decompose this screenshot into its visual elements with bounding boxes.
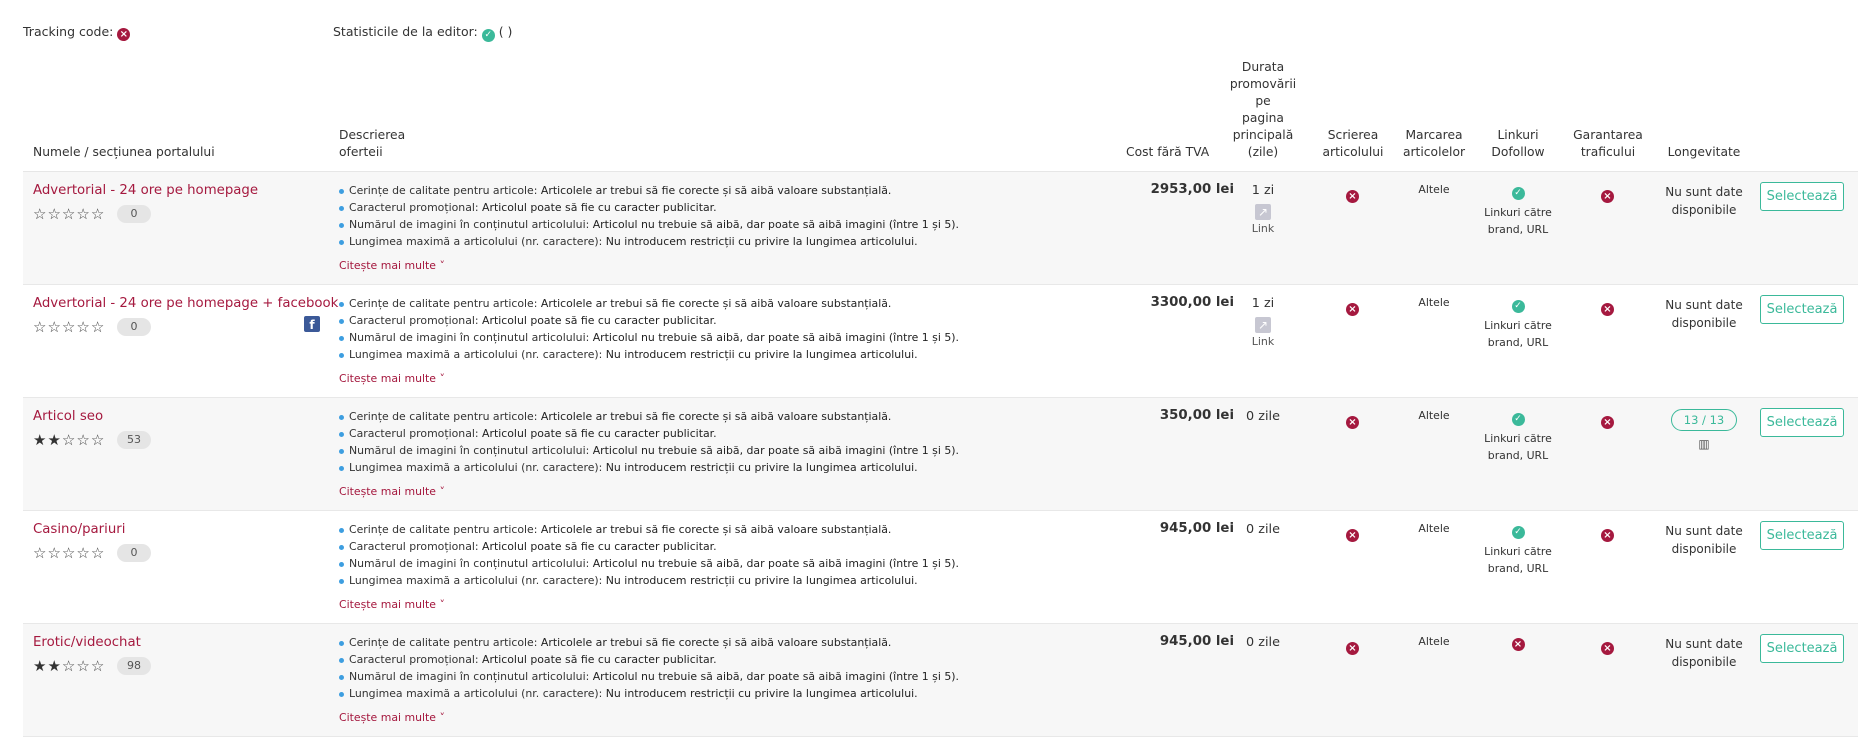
rating-stars	[33, 431, 105, 449]
writing-status	[1346, 522, 1359, 542]
marking-value: Altele	[1418, 409, 1450, 422]
description-value: Articolele ar trebui să fie corecte și să aibă valoare substanțială.	[540, 184, 892, 197]
duration-value: 1 zi	[1251, 183, 1275, 198]
error-icon: ×	[1346, 642, 1359, 655]
star-empty-icon: ☆	[76, 431, 91, 449]
offer-description	[339, 295, 1139, 363]
select-button[interactable]: Selectează	[1760, 634, 1844, 663]
star-empty-icon: ☆	[47, 544, 62, 562]
table-row	[23, 398, 1858, 511]
marking-value: Altele	[1418, 635, 1450, 648]
duration-value: 0 zile	[1246, 522, 1280, 537]
description-quality	[339, 295, 1139, 312]
description-label: Lungimea maximă a articolului (nr. caractere):	[349, 348, 606, 361]
error-icon: ×	[117, 28, 130, 41]
description-value: Articolul poate să fie cu caracter publicitar.	[482, 540, 717, 553]
dofollow-status	[1463, 634, 1573, 655]
offer-description	[339, 408, 1139, 476]
dofollow-status	[1463, 408, 1573, 464]
description-label: Cerințe de calitate pentru articole:	[349, 523, 541, 536]
dofollow-status	[1463, 295, 1573, 351]
error-icon: ×	[1601, 416, 1614, 429]
cost-value: 2953,00 lei	[1150, 182, 1234, 197]
description-label: Caracterul promoțional:	[349, 314, 483, 327]
description-label: Caracterul promoțional:	[349, 201, 483, 214]
check-icon: ✓	[1512, 526, 1525, 539]
cost-value: 3300,00 lei	[1150, 295, 1234, 310]
duration-cell	[1218, 296, 1308, 348]
dofollow-text: Linkuri către brand, URL	[1484, 319, 1552, 349]
star-empty-icon: ☆	[47, 318, 62, 336]
marking-value: Altele	[1418, 296, 1450, 309]
external-link-icon[interactable]: ↗	[1255, 317, 1271, 333]
star-empty-icon: ☆	[76, 544, 91, 562]
description-label: Numărul de imagini în conținutul articolului:	[349, 218, 593, 231]
read-more-label[interactable]: Citește mai multe	[339, 485, 436, 498]
offer-description	[339, 182, 1139, 250]
writing-status	[1346, 635, 1359, 655]
star-empty-icon: ☆	[61, 657, 77, 675]
review-count-badge: 0	[117, 544, 151, 562]
rating-stars	[33, 544, 105, 562]
traffic-status	[1601, 183, 1614, 203]
description-quality	[339, 521, 1139, 538]
star-empty-icon: ☆	[90, 318, 106, 336]
header-duration: Durata promovării pe pagina principală (zile)	[1229, 60, 1297, 159]
description-value: Articolul poate să fie cu caracter publicitar.	[482, 201, 717, 214]
portal-section-name[interactable]: Advertorial - 24 ore pe homepage	[33, 183, 259, 198]
description-images	[339, 329, 1139, 346]
duration-value: 1 zi	[1251, 296, 1275, 311]
table-header	[23, 52, 1858, 172]
star-empty-icon: ☆	[76, 205, 91, 223]
longevity-no-data: Nu sunt date disponibile	[1665, 524, 1743, 556]
review-count-badge: 0	[117, 318, 151, 336]
star-filled-icon: ★	[47, 657, 62, 675]
error-icon: ×	[1601, 303, 1614, 316]
longevity-no-data: Nu sunt date disponibile	[1665, 298, 1743, 330]
dofollow-status	[1463, 182, 1573, 238]
star-empty-icon: ☆	[61, 431, 77, 449]
error-icon: ×	[1346, 529, 1359, 542]
error-icon: ×	[1346, 303, 1359, 316]
description-length	[339, 459, 1139, 476]
longevity-cell	[1651, 522, 1757, 558]
description-images	[339, 442, 1139, 459]
description-value: Nu introducem restricții cu privire la lungimea articolului.	[605, 461, 918, 474]
description-value: Articolele ar trebui să fie corecte și să aibă valoare substanțială.	[540, 636, 892, 649]
select-button[interactable]: Selectează	[1760, 521, 1844, 550]
check-icon: ✓	[1512, 187, 1525, 200]
description-label: Lungimea maximă a articolului (nr. caractere):	[349, 687, 606, 700]
description-images	[339, 216, 1139, 233]
bar-chart-icon[interactable]: ▥	[1698, 437, 1710, 451]
description-value: Articolul poate să fie cu caracter publicitar.	[482, 314, 717, 327]
description-length	[339, 685, 1139, 702]
read-more-link[interactable]	[339, 711, 445, 724]
header-cost: Cost fără TVA	[1126, 145, 1210, 159]
star-empty-icon: ☆	[90, 657, 106, 675]
longevity-badge[interactable]: 13 / 13	[1671, 409, 1737, 431]
writing-status	[1346, 296, 1359, 316]
cost-value: 350,00 lei	[1159, 408, 1234, 423]
star-filled-icon: ★	[33, 431, 48, 449]
review-count-badge: 98	[117, 657, 151, 675]
editor-stats-extra: ( )	[498, 24, 513, 39]
description-label: Cerințe de calitate pentru articole:	[349, 297, 541, 310]
description-length	[339, 233, 1139, 250]
header-writing: Scrierea articolului	[1322, 128, 1384, 159]
longevity-cell	[1651, 296, 1757, 332]
check-icon: ✓	[1512, 413, 1525, 426]
description-label: Caracterul promoțional:	[349, 540, 483, 553]
duration-value: 0 zile	[1246, 409, 1280, 424]
marking-value: Altele	[1418, 522, 1450, 535]
traffic-status	[1601, 409, 1614, 429]
rating-stars	[33, 657, 105, 675]
read-more-link[interactable]	[339, 485, 445, 498]
tracking-code-status	[23, 24, 130, 41]
star-filled-icon: ★	[33, 657, 48, 675]
dofollow-status	[1463, 521, 1573, 577]
description-promotional	[339, 312, 1139, 329]
header-description: Descrierea oferteii	[339, 128, 406, 159]
review-count-badge: 53	[117, 431, 151, 449]
description-value: Nu introducem restricții cu privire la lungimea articolului.	[605, 235, 918, 248]
description-quality	[339, 408, 1139, 425]
star-empty-icon: ☆	[61, 318, 77, 336]
longevity-no-data: Nu sunt date disponibile	[1665, 637, 1743, 669]
offers-table	[23, 52, 1858, 737]
description-value: Articolul nu trebuie să aibă, dar poate să aibă imagini (între 1 și 5).	[592, 557, 959, 570]
duration-value: 0 zile	[1246, 635, 1280, 650]
description-label: Cerințe de calitate pentru articole:	[349, 184, 541, 197]
description-label: Numărul de imagini în conținutul articolului:	[349, 557, 593, 570]
editor-stats-label: Statisticile de la editor:	[333, 24, 478, 39]
header-traffic: Garantarea traficului	[1573, 128, 1643, 159]
table-row	[23, 172, 1858, 285]
star-filled-icon: ★	[47, 431, 62, 449]
duration-cell	[1218, 183, 1308, 235]
read-more-link[interactable]	[339, 598, 445, 611]
description-length	[339, 572, 1139, 589]
facebook-icon: f	[304, 316, 320, 332]
traffic-status	[1601, 635, 1614, 655]
description-label: Lungimea maximă a articolului (nr. caractere):	[349, 461, 606, 474]
table-row	[23, 624, 1858, 737]
description-label: Cerințe de calitate pentru articole:	[349, 636, 541, 649]
description-quality	[339, 634, 1139, 651]
cost-value: 945,00 lei	[1159, 521, 1234, 536]
star-empty-icon: ☆	[90, 431, 106, 449]
description-label: Lungimea maximă a articolului (nr. caractere):	[349, 235, 606, 248]
description-promotional	[339, 199, 1139, 216]
writing-status	[1346, 183, 1359, 203]
read-more-label[interactable]: Citește mai multe	[339, 259, 436, 272]
read-more-label[interactable]: Citește mai multe	[339, 711, 436, 724]
description-value: Articolele ar trebui să fie corecte și să aibă valoare substanțială.	[540, 523, 892, 536]
select-button[interactable]: Selectează	[1760, 408, 1844, 437]
description-length	[339, 346, 1139, 363]
description-value: Articolul nu trebuie să aibă, dar poate să aibă imagini (între 1 și 5).	[592, 444, 959, 457]
rating-stars	[33, 205, 105, 223]
description-label: Numărul de imagini în conținutul articolului:	[349, 670, 593, 683]
error-icon: ×	[1346, 190, 1359, 203]
dofollow-text: Linkuri către brand, URL	[1484, 206, 1552, 236]
portal-section-name[interactable]: Casino/pariuri	[33, 522, 126, 537]
description-value: Articolul poate să fie cu caracter publicitar.	[482, 427, 717, 440]
header-longevity: Longevitate	[1667, 145, 1741, 159]
star-empty-icon: ☆	[76, 318, 91, 336]
writing-status	[1346, 409, 1359, 429]
description-value: Articolele ar trebui să fie corecte și să aibă valoare substanțială.	[540, 410, 892, 423]
read-more-label[interactable]: Citește mai multe	[339, 372, 436, 385]
duration-cell	[1218, 409, 1308, 424]
tracking-code-label: Tracking code:	[23, 24, 114, 39]
chevron-down-icon[interactable]: ˅	[439, 598, 445, 611]
portal-section-name[interactable]: Erotic/videochat	[33, 635, 141, 650]
description-value: Articolul nu trebuie să aibă, dar poate să aibă imagini (între 1 și 5).	[592, 218, 959, 231]
description-images	[339, 555, 1139, 572]
longevity-cell	[1651, 409, 1757, 453]
description-images	[339, 668, 1139, 685]
select-button[interactable]: Selectează	[1760, 182, 1844, 211]
table-row	[23, 285, 1858, 398]
rating-stars	[33, 318, 105, 336]
header-dofollow: Linkuri Dofollow	[1491, 128, 1545, 159]
star-empty-icon: ☆	[33, 318, 48, 336]
error-icon: ×	[1346, 416, 1359, 429]
description-label: Caracterul promoțional:	[349, 427, 483, 440]
offer-description	[339, 634, 1139, 702]
header-name: Numele / secțiunea portalului	[33, 145, 215, 159]
chevron-down-icon[interactable]: ˅	[439, 259, 445, 272]
description-value: Articolul nu trebuie să aibă, dar poate să aibă imagini (între 1 și 5).	[592, 670, 959, 683]
link-label[interactable]: Link	[1251, 222, 1275, 235]
description-quality	[339, 182, 1139, 199]
description-label: Numărul de imagini în conținutul articolului:	[349, 331, 593, 344]
description-value: Articolul nu trebuie să aibă, dar poate să aibă imagini (între 1 și 5).	[592, 331, 959, 344]
longevity-cell	[1651, 183, 1757, 219]
star-empty-icon: ☆	[61, 205, 77, 223]
description-label: Cerințe de calitate pentru articole:	[349, 410, 541, 423]
marking-value: Altele	[1418, 183, 1450, 196]
table-body	[23, 172, 1858, 737]
description-value: Articolele ar trebui să fie corecte și să aibă valoare substanțială.	[540, 297, 892, 310]
star-empty-icon: ☆	[33, 544, 48, 562]
description-label: Numărul de imagini în conținutul articolului:	[349, 444, 593, 457]
description-promotional	[339, 425, 1139, 442]
portal-section-name[interactable]: Advertorial - 24 ore pe homepage + facebook	[33, 296, 339, 311]
header-marking: Marcarea articolelor	[1402, 128, 1466, 159]
description-promotional	[339, 538, 1139, 555]
table-row	[23, 511, 1858, 624]
dofollow-text: Linkuri către brand, URL	[1484, 432, 1552, 462]
duration-cell	[1218, 635, 1308, 650]
error-icon: ×	[1601, 190, 1614, 203]
check-icon: ✓	[1512, 300, 1525, 313]
select-button[interactable]: Selectează	[1760, 295, 1844, 324]
star-empty-icon: ☆	[33, 205, 48, 223]
read-more-label[interactable]: Citește mai multe	[339, 598, 436, 611]
star-empty-icon: ☆	[47, 205, 62, 223]
error-icon: ×	[1601, 642, 1614, 655]
editor-stats-status	[333, 24, 512, 42]
error-icon: ×	[1512, 638, 1525, 651]
review-count-badge: 0	[117, 205, 151, 223]
check-icon: ✓	[482, 29, 495, 42]
read-more-link[interactable]	[339, 372, 445, 385]
description-value: Articolul poate să fie cu caracter publicitar.	[482, 653, 717, 666]
chevron-down-icon[interactable]: ˅	[439, 485, 445, 498]
description-promotional	[339, 651, 1139, 668]
error-icon: ×	[1601, 529, 1614, 542]
read-more-link[interactable]	[339, 259, 445, 272]
description-value: Nu introducem restricții cu privire la lungimea articolului.	[605, 574, 918, 587]
longevity-cell	[1651, 635, 1757, 671]
offer-description	[339, 521, 1139, 589]
longevity-no-data: Nu sunt date disponibile	[1665, 185, 1743, 217]
star-empty-icon: ☆	[90, 205, 106, 223]
duration-cell	[1218, 522, 1308, 537]
star-empty-icon: ☆	[90, 544, 106, 562]
cost-value: 945,00 lei	[1159, 634, 1234, 649]
traffic-status	[1601, 296, 1614, 316]
star-empty-icon: ☆	[61, 544, 77, 562]
portal-section-name[interactable]: Articol seo	[33, 409, 104, 424]
chevron-down-icon[interactable]: ˅	[439, 711, 445, 724]
description-label: Caracterul promoțional:	[349, 653, 483, 666]
description-label: Lungimea maximă a articolului (nr. caractere):	[349, 574, 606, 587]
external-link-icon[interactable]: ↗	[1255, 204, 1271, 220]
link-label[interactable]: Link	[1251, 335, 1275, 348]
description-value: Nu introducem restricții cu privire la lungimea articolului.	[605, 687, 918, 700]
traffic-status	[1601, 522, 1614, 542]
dofollow-text: Linkuri către brand, URL	[1484, 545, 1552, 575]
description-value: Nu introducem restricții cu privire la lungimea articolului.	[605, 348, 918, 361]
chevron-down-icon[interactable]: ˅	[439, 372, 445, 385]
star-empty-icon: ☆	[76, 657, 91, 675]
